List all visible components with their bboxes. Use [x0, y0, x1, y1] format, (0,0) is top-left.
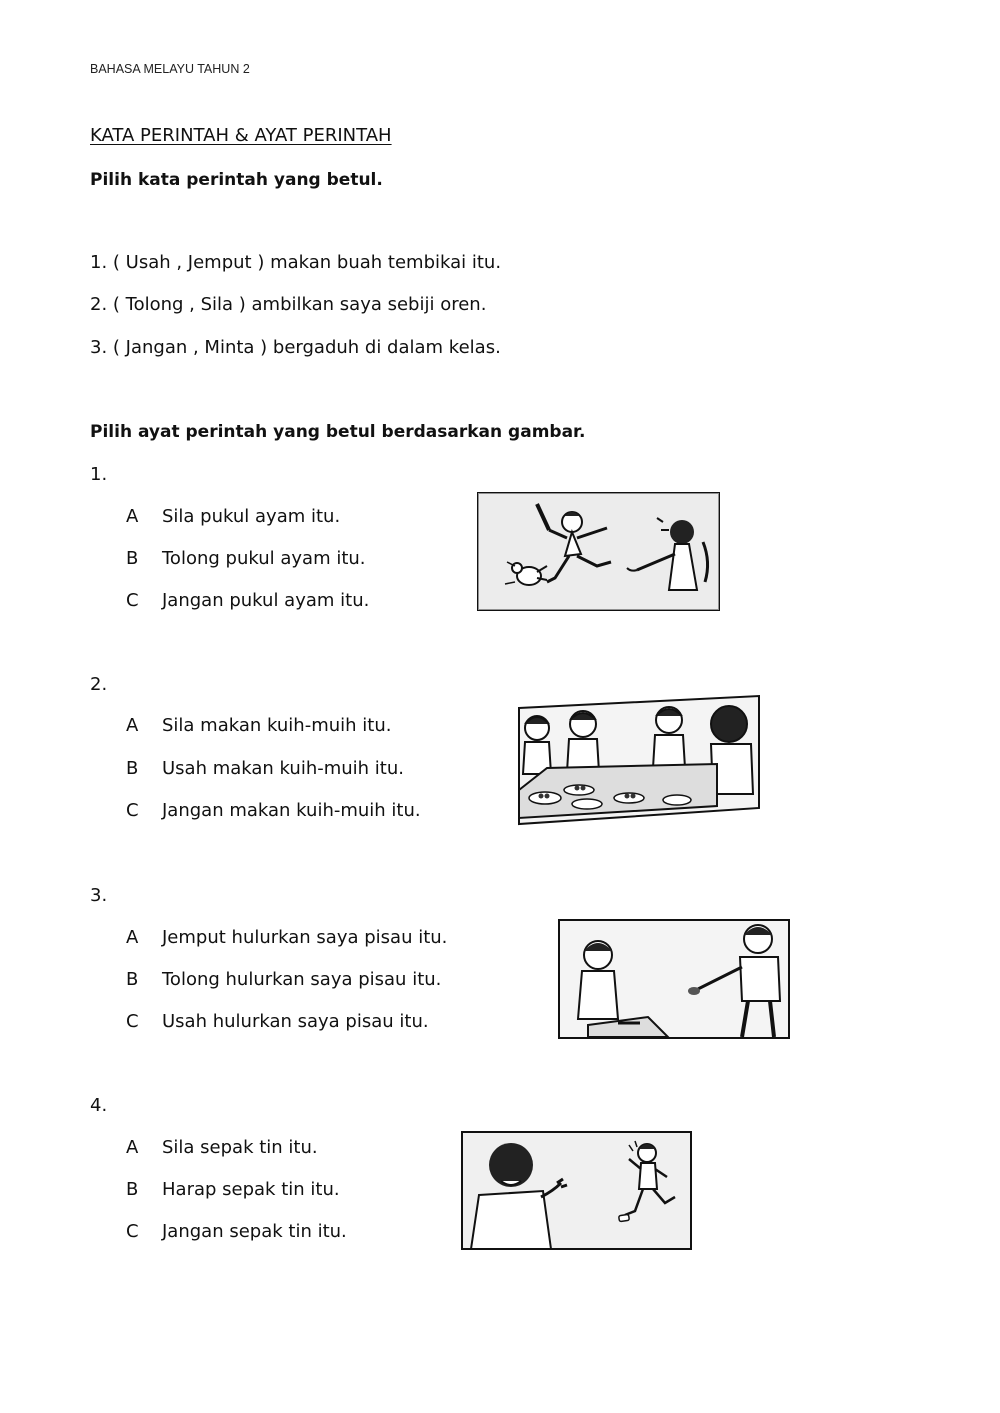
- section1-item-3: 3. ( Jangan , Minta ) bergaduh di dalam kelas.: [90, 337, 501, 358]
- section1-item-1: 1. ( Usah , Jemput ) makan buah tembikai itu.: [90, 252, 502, 273]
- q1-option-a-letter: A: [126, 506, 139, 527]
- q4-option-b-letter: B: [126, 1179, 139, 1200]
- q3-option-c-letter: C: [126, 1011, 139, 1032]
- q2-option-b-letter: B: [126, 758, 139, 779]
- section1-item-2: 2. ( Tolong , Sila ) ambilkan saya sebiji oren.: [90, 294, 487, 315]
- q2-option-b-text: Usah makan kuih-muih itu.: [162, 758, 404, 779]
- q4-option-c-text: Jangan sepak tin itu.: [162, 1221, 347, 1242]
- question-4-number: 4.: [90, 1095, 108, 1116]
- q2-illustration-children-table-cakes: [517, 694, 761, 826]
- q3-option-c-text: Usah hulurkan saya pisau itu.: [162, 1011, 429, 1032]
- q1-option-b-letter: B: [126, 548, 139, 569]
- q4-option-a-letter: A: [126, 1137, 139, 1158]
- q4-option-c-letter: C: [126, 1221, 139, 1242]
- q4-option-b-text: Harap sepak tin itu.: [162, 1179, 340, 1200]
- q3-option-a-letter: A: [126, 927, 139, 948]
- page-header: BAHASA MELAYU TAHUN 2: [90, 62, 250, 76]
- question-2-number: 2.: [90, 674, 108, 695]
- q1-option-b-text: Tolong pukul ayam itu.: [162, 548, 366, 569]
- q2-option-c-letter: C: [126, 800, 139, 821]
- q3-option-b-letter: B: [126, 969, 139, 990]
- q1-illustration-boy-hitting-chicken: [477, 492, 720, 611]
- q1-option-a-text: Sila pukul ayam itu.: [162, 506, 341, 527]
- question-3-number: 3.: [90, 885, 108, 906]
- q3-option-a-text: Jemput hulurkan saya pisau itu.: [162, 927, 448, 948]
- q1-option-c-letter: C: [126, 590, 139, 611]
- section2-instruction: Pilih ayat perintah yang betul berdasarkan gambar.: [90, 422, 586, 442]
- page-title: KATA PERINTAH & AYAT PERINTAH: [90, 125, 392, 146]
- section1-instruction: Pilih kata perintah yang betul.: [90, 170, 383, 190]
- q3-illustration-knife-handover: [558, 919, 790, 1039]
- q4-illustration-kicking-can: [461, 1131, 692, 1250]
- q1-option-c-text: Jangan pukul ayam itu.: [162, 590, 370, 611]
- q2-option-a-letter: A: [126, 715, 139, 736]
- q2-option-a-text: Sila makan kuih-muih itu.: [162, 715, 392, 736]
- q2-option-c-text: Jangan makan kuih-muih itu.: [162, 800, 421, 821]
- question-1-number: 1.: [90, 464, 108, 485]
- q4-option-a-text: Sila sepak tin itu.: [162, 1137, 318, 1158]
- q3-option-b-text: Tolong hulurkan saya pisau itu.: [162, 969, 442, 990]
